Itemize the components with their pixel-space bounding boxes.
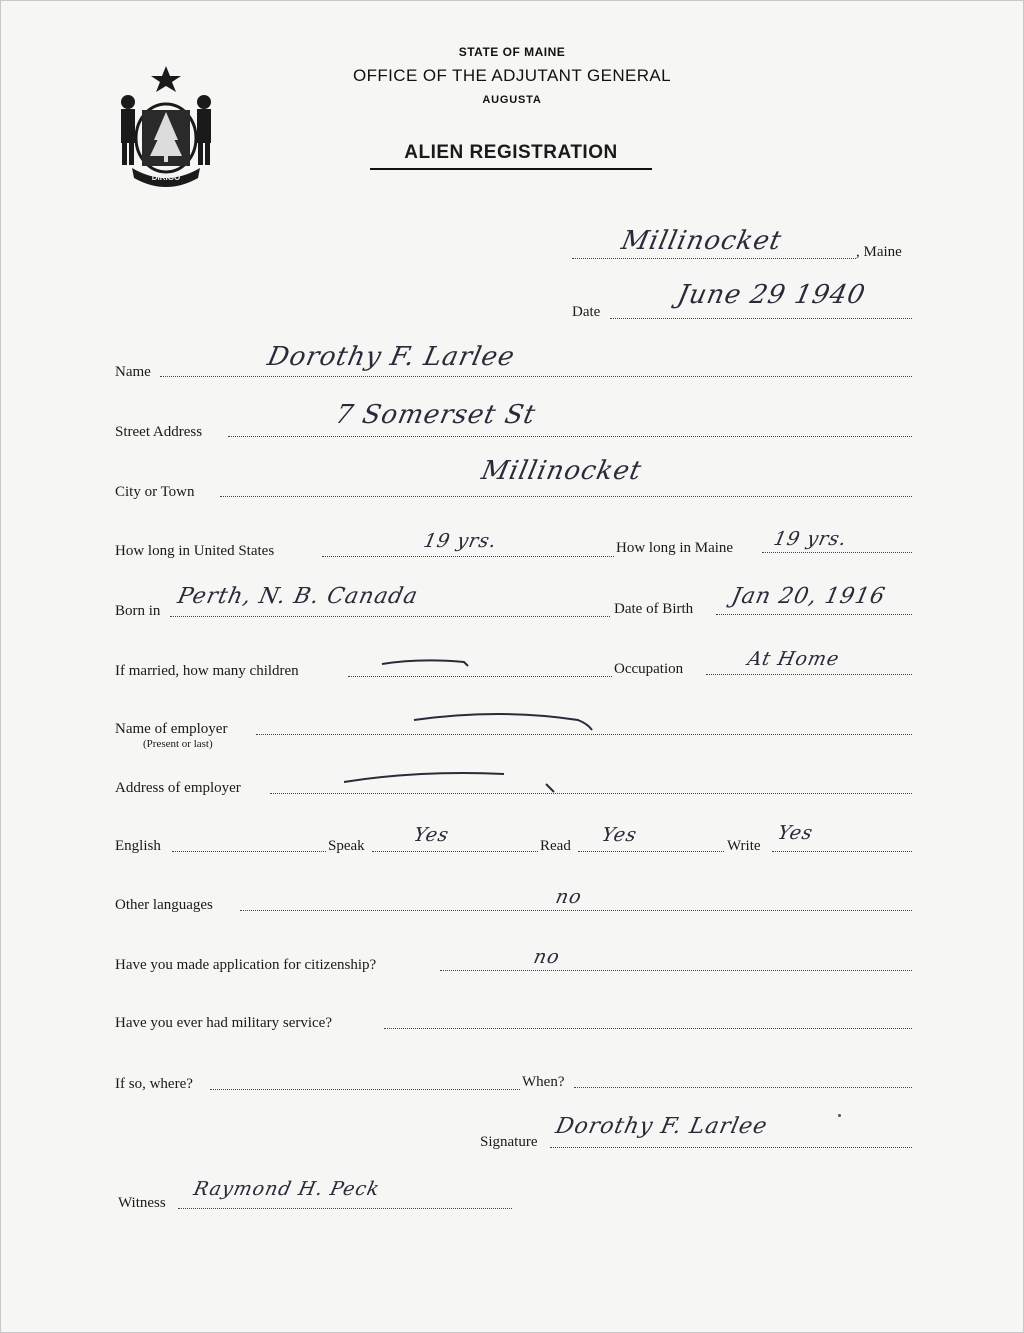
employer-address-label: Address of employer — [115, 780, 241, 796]
header-city: AUGUSTA — [482, 94, 542, 106]
date-of-birth-label: Date of Birth — [614, 601, 694, 617]
employer-name-dash — [410, 706, 596, 734]
how-long-us-line — [322, 556, 614, 557]
children-dash — [380, 656, 470, 670]
name-line — [160, 376, 912, 377]
seal-motto: DIRIGO — [151, 173, 181, 182]
place-line — [572, 258, 856, 259]
read-label: Read — [540, 838, 571, 854]
how-long-maine-label: How long in Maine — [616, 540, 734, 556]
date-line — [610, 318, 912, 319]
how-long-maine-line — [762, 552, 912, 553]
city-label: City or Town — [115, 484, 195, 500]
employer-name-label: Name of employer — [115, 721, 228, 737]
how-long-us-value: 19 yrs. — [421, 530, 500, 552]
read-value: Yes — [599, 824, 640, 846]
when-label: When? — [522, 1074, 565, 1090]
write-label: Write — [727, 838, 761, 854]
witness-value: Raymond H. Peck — [191, 1178, 383, 1200]
military-line — [384, 1028, 912, 1029]
where-line — [210, 1089, 520, 1090]
date-of-birth-line — [716, 614, 912, 615]
header-office: OFFICE OF THE ADJUTANT GENERAL — [352, 66, 672, 85]
header-state: STATE OF MAINE — [458, 45, 566, 59]
street-address-label: Street Address — [115, 424, 203, 440]
other-languages-label: Other languages — [115, 897, 213, 913]
city-line — [220, 496, 912, 497]
date-value: June 29 1940 — [674, 280, 869, 310]
other-languages-line — [240, 910, 912, 911]
read-line — [578, 851, 724, 852]
other-languages-value: no — [553, 886, 585, 908]
signature-label: Signature — [480, 1134, 538, 1150]
date-of-birth-value: Jan 20, 1916 — [729, 584, 888, 609]
city-value: Millinocket — [478, 456, 645, 486]
name-value: Dorothy F. Larlee — [264, 342, 518, 372]
date-label: Date — [572, 304, 601, 320]
born-in-line — [170, 616, 610, 617]
employer-name-sublabel: (Present or last) — [143, 738, 213, 750]
occupation-label: Occupation — [614, 661, 684, 677]
employer-address-dash — [340, 766, 560, 794]
citizenship-value: no — [531, 946, 563, 968]
speak-label: Speak — [328, 838, 365, 854]
scan-mark — [838, 1114, 841, 1117]
speak-line — [372, 851, 538, 852]
place-value: Millinocket — [618, 226, 785, 256]
military-label: Have you ever had military service? — [115, 1015, 332, 1031]
children-label: If married, how many children — [115, 663, 299, 679]
form-title: ALIEN REGISTRATION — [404, 142, 618, 163]
write-line — [772, 851, 912, 852]
how-long-us-label: How long in United States — [115, 543, 275, 559]
how-long-maine-value: 19 yrs. — [771, 528, 850, 550]
name-label: Name — [115, 364, 151, 380]
witness-line — [178, 1208, 512, 1209]
when-line — [574, 1087, 912, 1088]
children-line — [348, 676, 612, 677]
employer-name-line — [256, 734, 912, 735]
signature-line — [550, 1147, 912, 1148]
born-in-label: Born in — [115, 603, 161, 619]
english-label: English — [115, 838, 161, 854]
citizenship-line — [440, 970, 912, 971]
where-label: If so, where? — [115, 1076, 193, 1092]
write-value: Yes — [775, 822, 816, 844]
occupation-line — [706, 674, 912, 675]
occupation-value: At Home — [745, 648, 842, 670]
english-line — [172, 851, 326, 852]
citizenship-label: Have you made application for citizenship? — [115, 957, 377, 973]
title-underline — [370, 168, 652, 170]
signature-value: Dorothy F. Larlee — [553, 1114, 770, 1139]
street-address-value: 7 Somerset St — [332, 400, 539, 430]
speak-value: Yes — [411, 824, 452, 846]
witness-label: Witness — [118, 1195, 166, 1211]
born-in-value: Perth, N. B. Canada — [175, 584, 421, 609]
street-address-line — [228, 436, 912, 437]
place-suffix: , Maine — [856, 244, 902, 260]
